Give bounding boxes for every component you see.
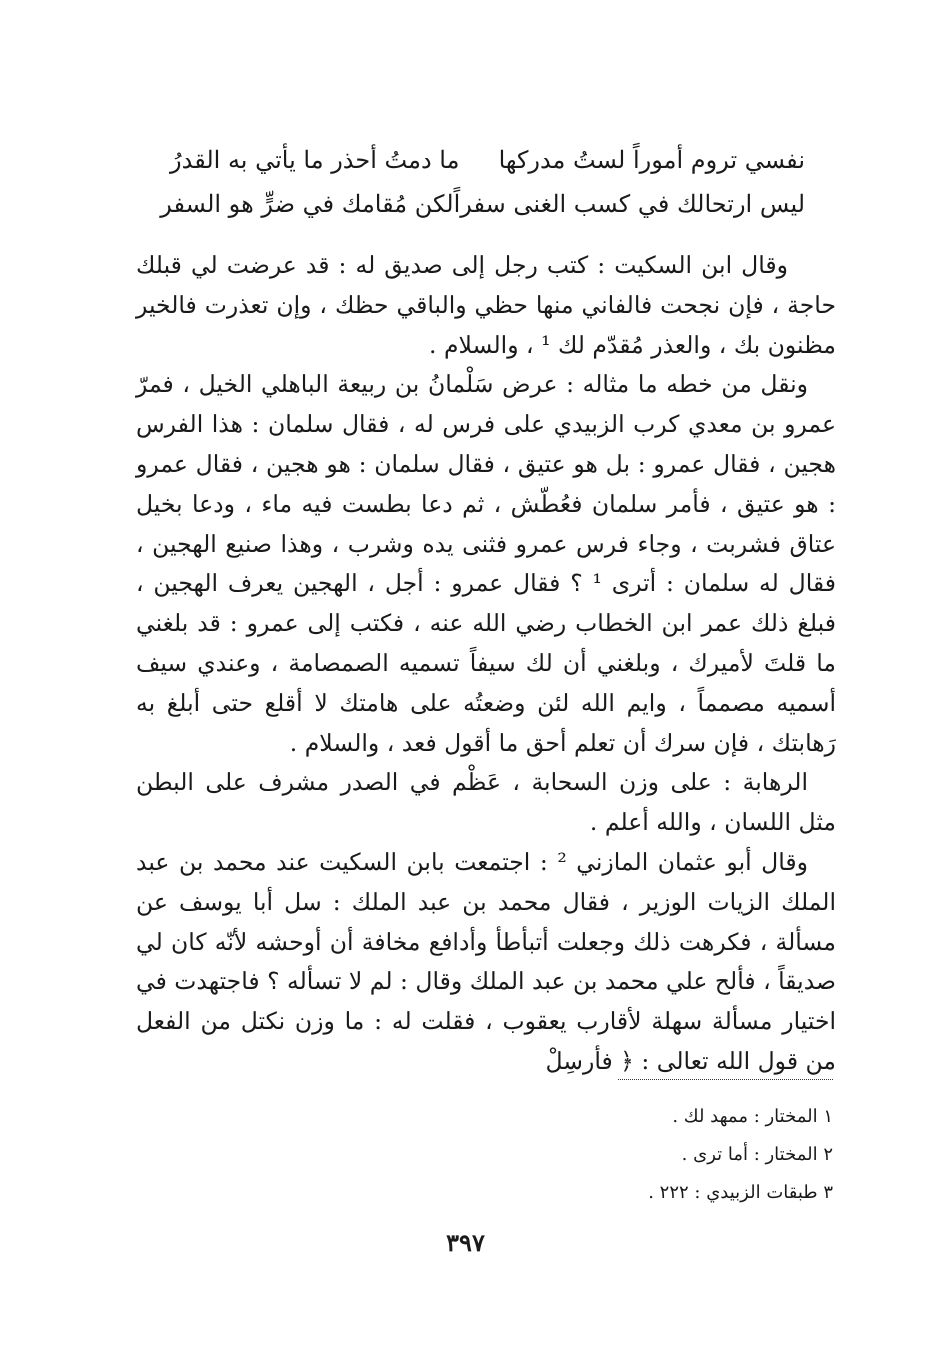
poetry-verses <box>160 138 805 226</box>
main-text <box>136 246 836 1082</box>
paragraph-rahaba-definition: الرهابة : على وزن السحابة ، عَظْم في الصدر مشرف على البطن مثل اللسان ، والله أعلم . <box>136 768 836 837</box>
footnote-2: ٢ المختار : أما ترى . <box>681 1144 833 1165</box>
footnote-1: ١ المختار : ممهد لك . <box>672 1106 833 1127</box>
verse-line-1 <box>170 138 805 182</box>
footnote-divider <box>618 1079 833 1080</box>
verse-1-first-hemistich: نفسي تروم أموراً لستُ مدركها <box>498 146 805 174</box>
verse-2-first-hemistich: ليس ارتحالك في كسب الغنى سفراً <box>453 190 805 218</box>
footnote-3: ٣ طبقات الزبيدي : ٢٢٢ . <box>648 1182 833 1203</box>
verse-2-second-hemistich: لكن مُقامك في ضرٍّ هو السفر <box>160 190 454 218</box>
footnotes <box>413 1098 833 1212</box>
verse-1-second-hemistich: ما دمتُ أحذر ما يأتي به القدرُ <box>170 146 460 174</box>
verse-line-2 <box>160 182 805 226</box>
paragraph-al-mazini: وقال أبو عثمان المازني ² : اجتمعت بابن السكيت عند محمد بن عبد الملك الزيات الوزير ، فقال محمد بن عبد الملك : سل أبا يوسف عن مسألة ، فكرهت ذلك وجعلت أتبأطأ وأدافع مخافة أن أوحشه لأنّه كان لي صديقاً ، فألح علي محمد بن عبد الملك وقال : لم لا تسأله ؟ فاجتهدت في اختيار مسألة سهلة لأقارب يعقوب ، فقلت له : ما وزن نكتل من الفعل من قول الله تعالى : ﴿ فأرسِلْ <box>136 847 836 1075</box>
paragraph-ibn-al-sikkit-letter: وقال ابن السكيت : كتب رجل إلى صديق له : قد عرضت لي قبلك حاجة ، فإن نجحت فالفاني منها حظي والباقي حظك ، وإن تعذرت فالخير مظنون بك ، والعذر مُقدّم لك ¹ ، والسلام . <box>136 251 836 359</box>
page-number: ٣٩٧ <box>446 1228 485 1257</box>
paragraph-salman-horses: ونقل من خطه ما مثاله : عرض سَلْمانُ بن ربيعة الباهلي الخيل ، فمرّ عمرو بن معدي كرب الزبيدي على فرس له ، فقال سلمان : هذا الفرس هجين ، فقال عمرو : بل هو عتيق ، فقال سلمان : هو هجين ، فقال عمرو : هو عتيق ، فأمر سلمان فعُطّش ، ثم دعا بطست فيه ماء ، ودعا بخيل عتاق فشربت ، وجاء فرس عمرو فثنى يده وشرب ، وهذا صنيع الهجين ، فقال له سلمان : أترى ¹ ؟ فقال عمرو : أجل ، الهجين يعرف الهجين ، فبلغ ذلك عمر ابن الخطاب رضي الله عنه ، فكتب إلى عمرو : قد بلغني ما قلتَ لأميرك ، وبلغني أن لك سيفاً تسميه الصمصامة ، وعندي سيف أسميه مصمماً ، وايم الله لئن وضعتُه على هامتك لا أقلع حتى أبلغ به رَهابتك ، فإن سرك أن تعلم أحق ما أقول فعد ، والسلام . <box>136 370 836 757</box>
